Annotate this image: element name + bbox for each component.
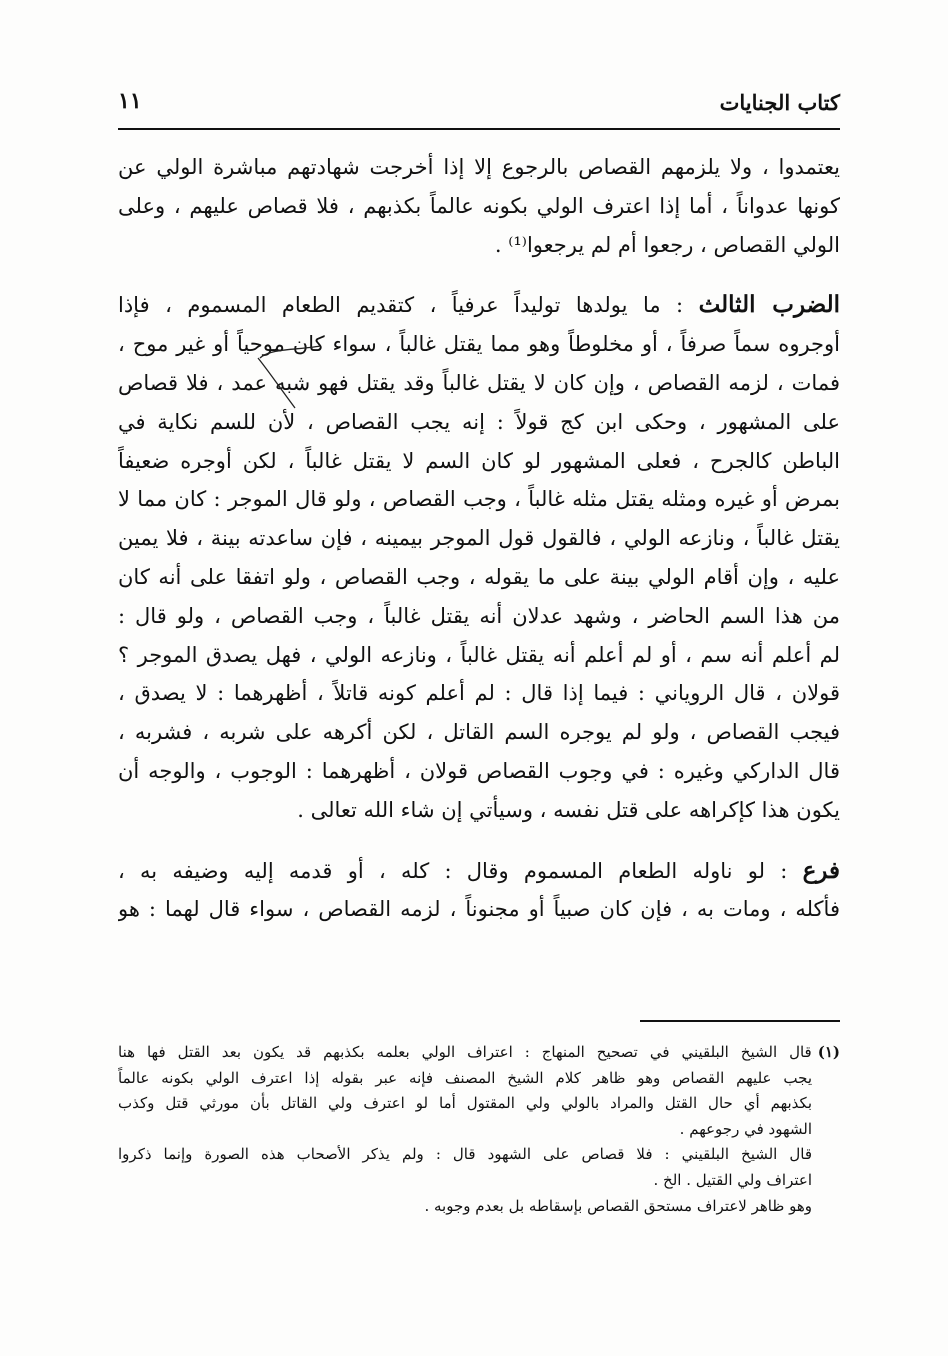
text-line: عليه ، وإن أقام الولي بينة على ما يقوله ، وجب القصاص ، ولو اتفقا على أنه كان	[118, 564, 840, 589]
footnote-marker: (١)	[817, 1043, 840, 1061]
running-header	[118, 86, 840, 126]
paragraph-3	[118, 852, 840, 930]
text-line: فيجب القصاص ، ولو لم يوجره السم القاتل ، لكن أكرهه على شربه ، فشربه ،	[118, 720, 840, 745]
footnote-line	[118, 1040, 840, 1066]
header-rule	[118, 128, 840, 130]
handwritten-mark	[250, 338, 330, 418]
paragraph-2	[118, 286, 840, 829]
text-fragment: قال الشيخ البلقيني في تصحيح المنهاج : اعتراف الولي بعلمه بكذبهم قد يكون بعد القتل فها هنا	[118, 1043, 812, 1061]
paragraph-1	[118, 148, 840, 264]
text-line: يقتل غالباً ، ونازعه الولي ، فالقول قول الموجر بيمينه ، فإن ساعدته بينة ، فلا يمين	[118, 526, 840, 551]
footnote-line: الشهود في رجوعهم .	[679, 1119, 812, 1138]
text-line: على المشهور ، وحكى ابن كج قولاً : إنه يجب القصاص ، لأن للسم نكاية في	[118, 409, 840, 434]
page-number: ١١	[118, 88, 142, 114]
paragraph-gap	[118, 830, 840, 852]
paragraph-gap	[118, 264, 840, 286]
text-line: قال الداركي وغيره : في وجوب القصاص قولان ، أظهرهما : الوجوب ، والوجه أن	[118, 758, 840, 783]
text-line: كونها عدواناً ، أما إذا اعترف الولي بكونه عالماً بكذبهم ، فلا قصاص عليهم ، وعلى	[118, 193, 840, 218]
footnote-line: اعتراف ولي القتيل . الخ .	[653, 1170, 812, 1189]
text-line: من هذا السم الحاضر ، وشهد عدلان أنه يقتل غالباً ، وجب القصاص ، ولو قال :	[118, 603, 840, 628]
footnote-line: وهو ظاهر لاعتراف مستحق القصاص بإسقاطه بل بعدم وجوبه .	[424, 1196, 812, 1215]
footnote-line: بكذبهم أي حال القتل والمراد بالولي ولي المقتول أما لو اعترف ولي القاتل بأن مورثي قتل وكذب	[118, 1094, 812, 1113]
text-line: بمرض أو غيره ومثله يقتل مثله غالباً ، وجب القصاص ، ولو قال الموجر : كان مما لا	[118, 487, 840, 512]
text-line	[118, 286, 840, 325]
text-line: أوجروه سماً صرفاً ، أو مخلوطاً وهو مما يقتل غالباً ، سواء كان موحياً أو غير موح ،	[118, 332, 840, 357]
text-line: قولان ، قال الروياني : فيما إذا قال : لم أعلم كونه قاتلاً ، أظهرهما : لا يصدق ،	[118, 681, 840, 706]
text-line	[118, 852, 840, 891]
text-fragment: : ما يولدها توليداً عرفياً ، كتقديم الطعام المسموم ، فإذا	[118, 293, 699, 318]
text-line: الولي القصاص ، رجعوا أم لم يرجعوا⁽¹⁾ .	[494, 232, 840, 257]
text-fragment: : لو ناوله الطعام المسموم وقال : كله ، أو قدمه إليه وضيفه به ،	[118, 858, 803, 883]
footnote-rule	[640, 1020, 840, 1022]
section-heading: فرع	[802, 856, 840, 884]
footnote-line: يجب عليهم القصاص وهو ظاهر كلام الشيخ المصنف فإنه عبر بقوله إذا اعترف الولي بكونه عالماً	[118, 1068, 812, 1087]
chapter-title: كتاب الجنايات	[719, 90, 840, 115]
footnotes	[118, 1040, 840, 1219]
section-heading: الضرب الثالث	[698, 291, 840, 319]
main-text	[118, 148, 840, 929]
footnote-line: قال الشيخ البلقيني : فلا قصاص على الشهود قال : ولم يذكر الأصحاب هذه الصورة وإنما ذكروا	[118, 1145, 812, 1164]
text-line: يكون هذا كإكراهه على قتل نفسه ، وسيأتي إن شاء الله تعالى .	[297, 797, 840, 822]
text-line: الباطن كالجرح ، فعلى المشهور لو كان السم لا يقتل غالباً ، لكن أوجره ضعيفاً	[118, 448, 840, 473]
text-line: لم أعلم أنه سم ، أو لم أعلم أنه يقتل غالباً ، ونازعه الولي ، فهل يصدق الموجر ؟	[118, 642, 840, 667]
text-line: فأكله ، ومات به ، فإن كان صبياً أو مجنوناً ، لزمه القصاص ، سواء قال لهما : هو	[118, 897, 840, 922]
text-line: يعتمدوا ، ولا يلزمهم القصاص بالرجوع إلا إذا أخرجت شهادتهم مباشرة الولي عن	[118, 155, 840, 179]
text-line: فمات ، لزمه القصاص ، وإن كان لا يقتل غالباً وقد يقتل فهو شبه عمد ، فلا قصاص	[118, 370, 840, 395]
